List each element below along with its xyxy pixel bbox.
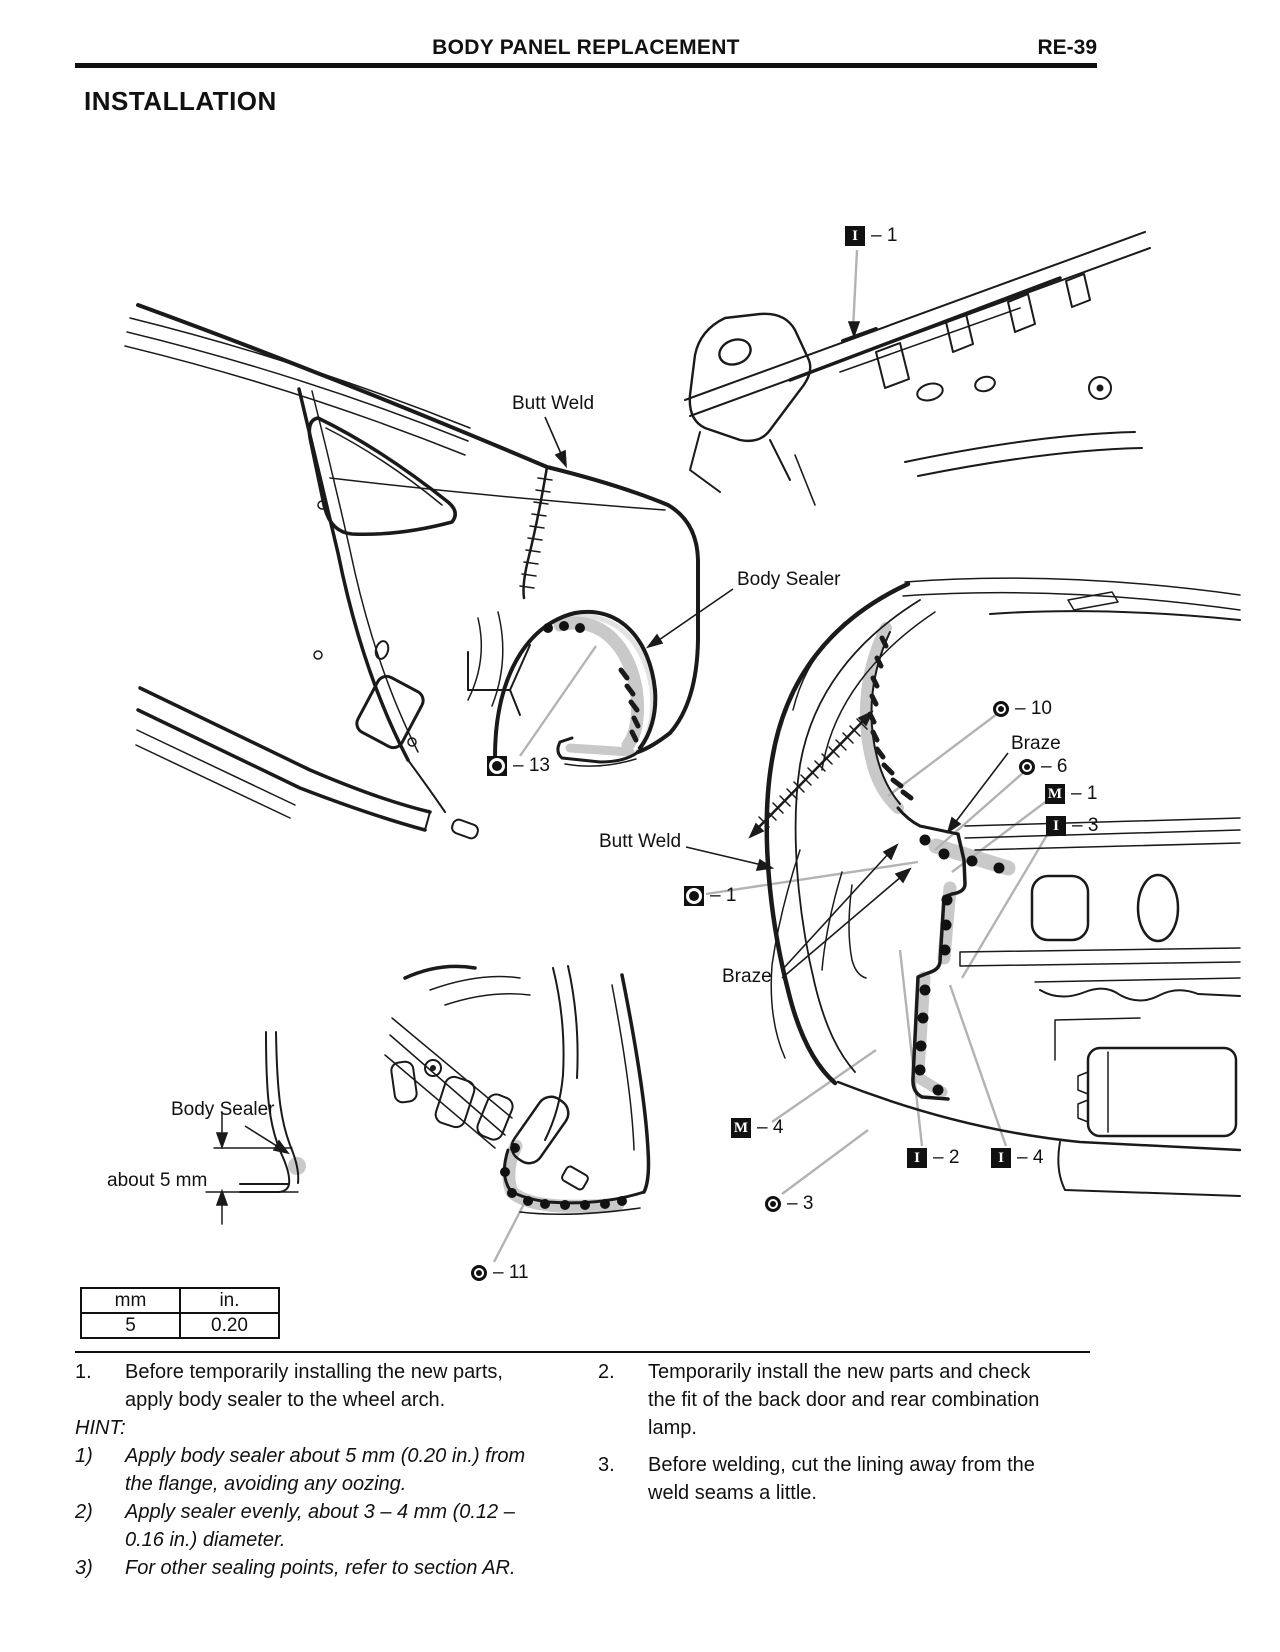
marker-ring-6: [1019, 757, 1067, 777]
label-body-sealer-top: Body Sealer: [737, 569, 841, 590]
butt-weld-symbol-icon: I: [1046, 816, 1066, 836]
mig-weld-symbol-icon: M: [731, 1118, 751, 1138]
butt-weld-symbol-icon: I: [991, 1148, 1011, 1168]
instructions-left-column: [75, 1358, 580, 1582]
marker-M-1: [1045, 784, 1097, 804]
label-body-sealer-detail: Body Sealer: [171, 1099, 275, 1120]
marker-I-2: [907, 1148, 959, 1168]
header-rule: [75, 63, 1097, 68]
page-number: RE-39: [1037, 36, 1097, 59]
marker-I-4: [991, 1148, 1043, 1168]
spot-welds-flange: [915, 835, 1005, 1096]
marker-I-1: [845, 226, 897, 246]
callout-arrows: [217, 322, 1008, 1205]
step-text: Before welding, cut the lining away from the weld seams a little.: [648, 1454, 1035, 1504]
marker-ring-10: [993, 699, 1052, 719]
mig-weld-symbol-icon: M: [1045, 784, 1065, 804]
marker-number: – 1: [1071, 783, 1098, 804]
marker-number: – 10: [1015, 698, 1052, 719]
hint-number: 2): [75, 1501, 93, 1523]
marker-number: – 11: [493, 1262, 529, 1283]
spot-weld-symbol-icon: [487, 756, 507, 776]
spot-welds-arch: [543, 621, 585, 633]
instruction-step-1: [75, 1358, 580, 1414]
hint-number: 3): [75, 1557, 93, 1579]
roof-rail-drawing: [685, 232, 1150, 505]
hint-number: 1): [75, 1445, 93, 1467]
plug-weld-symbol-icon: [1019, 759, 1035, 775]
hint-text: For other sealing points, refer to section AR.: [125, 1557, 516, 1579]
hint-item-1: [75, 1442, 580, 1498]
marker-O-13: [487, 756, 550, 776]
plug-weld-symbol-icon: [471, 1265, 487, 1281]
butt-weld-symbol-icon: I: [907, 1148, 927, 1168]
step-number: 1.: [75, 1361, 92, 1383]
marker-number: – 1: [710, 885, 737, 906]
flange-section-drawing: [206, 1032, 306, 1224]
marker-number: – 6: [1041, 756, 1068, 777]
butt-weld-symbol-icon: I: [845, 226, 865, 246]
marker-number: – 2: [933, 1147, 960, 1168]
marker-M-4: [731, 1118, 783, 1138]
instruction-step-3: [598, 1451, 1098, 1507]
quarter-panel-drawing: [125, 305, 698, 840]
label-butt-weld-mid: Butt Weld: [599, 831, 682, 852]
table-value-mm: 5: [81, 1313, 180, 1338]
step-text: Temporarily install the new parts and check the fit of the back door and rear combination lamp.: [648, 1361, 1040, 1439]
table-value-in: 0.20: [180, 1313, 279, 1338]
hint-title: HINT:: [75, 1417, 126, 1439]
step-number: 2.: [598, 1361, 615, 1383]
marker-ring-3: [765, 1194, 813, 1214]
section-title: INSTALLATION: [84, 86, 277, 116]
marker-number: – 4: [1017, 1147, 1044, 1168]
plug-weld-symbol-icon: [993, 701, 1009, 717]
hint-item-2: [75, 1498, 580, 1554]
marker-number: – 3: [787, 1193, 814, 1214]
instruction-step-2: [598, 1358, 1098, 1442]
hint-item-3: [75, 1554, 580, 1582]
plug-weld-symbol-icon: [765, 1196, 781, 1212]
lower-quarter-drawing: [385, 966, 649, 1214]
marker-number: – 3: [1072, 815, 1099, 836]
table-header-mm: mm: [81, 1288, 180, 1313]
label-braze-lower: Braze: [722, 966, 772, 987]
label-braze-upper: Braze: [1011, 733, 1061, 754]
marker-O-1: [684, 886, 736, 906]
instructions-right-column: [598, 1358, 1098, 1507]
label-about-5mm: about 5 mm: [107, 1170, 208, 1191]
spot-welds-bottom: [500, 1143, 627, 1210]
spot-weld-symbol-icon: [684, 886, 704, 906]
rear-corner-drawing: [757, 578, 1240, 1196]
step-text: Before temporarily installing the new parts, apply body sealer to the wheel arch.: [125, 1361, 503, 1411]
table-header-in: in.: [180, 1288, 279, 1313]
marker-number: – 1: [871, 225, 898, 246]
marker-I-3: [1046, 816, 1098, 836]
marker-number: – 13: [513, 755, 550, 776]
hint-text: Apply sealer evenly, about 3 – 4 mm (0.12 – 0.16 in.) diameter.: [125, 1501, 515, 1551]
marker-number: – 4: [757, 1117, 784, 1138]
step-number: 3.: [598, 1454, 615, 1476]
marker-ring-11: [471, 1263, 529, 1283]
label-butt-weld-top: Butt Weld: [512, 393, 595, 414]
instructions-rule: [75, 1351, 1090, 1353]
dimension-table: [80, 1287, 280, 1339]
hint-text: Apply body sealer about 5 mm (0.20 in.) from the flange, avoiding any oozing.: [125, 1445, 526, 1495]
page-header-title: BODY PANEL REPLACEMENT: [432, 36, 740, 59]
